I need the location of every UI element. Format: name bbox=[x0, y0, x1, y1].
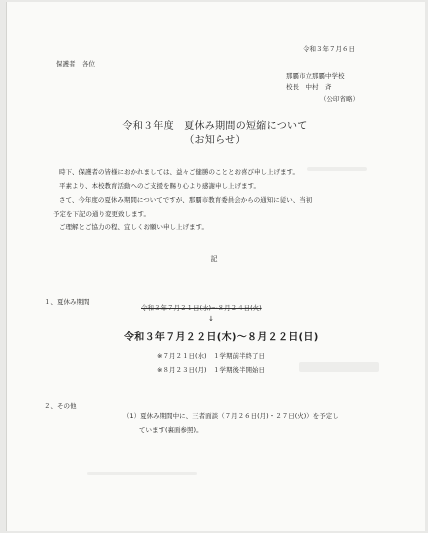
ki-heading: 記 bbox=[210, 255, 218, 263]
recipient: 保護者 各位 bbox=[56, 60, 95, 68]
page-subtitle: （お知らせ） bbox=[184, 135, 246, 146]
document-date: 令和３年７月６日 bbox=[303, 45, 355, 53]
seal-omitted-note: （公印省略） bbox=[320, 95, 359, 103]
body-line: 予定を下記の通り変更致します。 bbox=[53, 210, 150, 218]
down-arrow: ↓ bbox=[208, 315, 214, 323]
scan-artifact bbox=[87, 472, 197, 475]
body-line: さて、今年度の夏休み期間についてですが、那覇市教育委員会からの通知に従い、当初 bbox=[59, 196, 313, 204]
scan-artifact bbox=[299, 362, 379, 372]
scan-artifact bbox=[307, 167, 367, 171]
body-line: 時下、保護者の皆様におかれましては、益々ご健勝のこととお喜び申し上げます。 bbox=[59, 168, 299, 176]
new-period: 令和３年７月２２日(木)～８月２２日(日) bbox=[124, 332, 319, 343]
note-line: ※７月２１日(水) １学期前半終了日 bbox=[157, 352, 266, 360]
principal-name: 校長 中村 斉 bbox=[286, 83, 332, 91]
document-page bbox=[6, 2, 425, 531]
note-line: ※８月２３日(月) １学期後半開始日 bbox=[157, 366, 266, 374]
other-item-line: ています(裏面参照)。 bbox=[139, 426, 203, 434]
school-name: 那覇市立那覇中学校 bbox=[286, 72, 345, 80]
body-line: 平素より、本校教育活動へのご支援を賜り心より感謝申し上げます。 bbox=[59, 182, 260, 190]
page-title: 令和３年度 夏休み期間の短縮について bbox=[122, 121, 308, 132]
body-line: ご理解とご協力の程、宜しくお願い申し上げます。 bbox=[59, 223, 208, 231]
section-1-heading: １、夏休み期間 bbox=[44, 298, 90, 306]
section-2-heading: ２、その他 bbox=[44, 402, 77, 410]
old-period: 令和３年７月２１日(水)～８月２４日(火) bbox=[141, 304, 262, 312]
other-item-line: （1）夏休み期間中に、三者面談（７月２６日(月)・２７日(火)）を予定し bbox=[123, 412, 339, 420]
